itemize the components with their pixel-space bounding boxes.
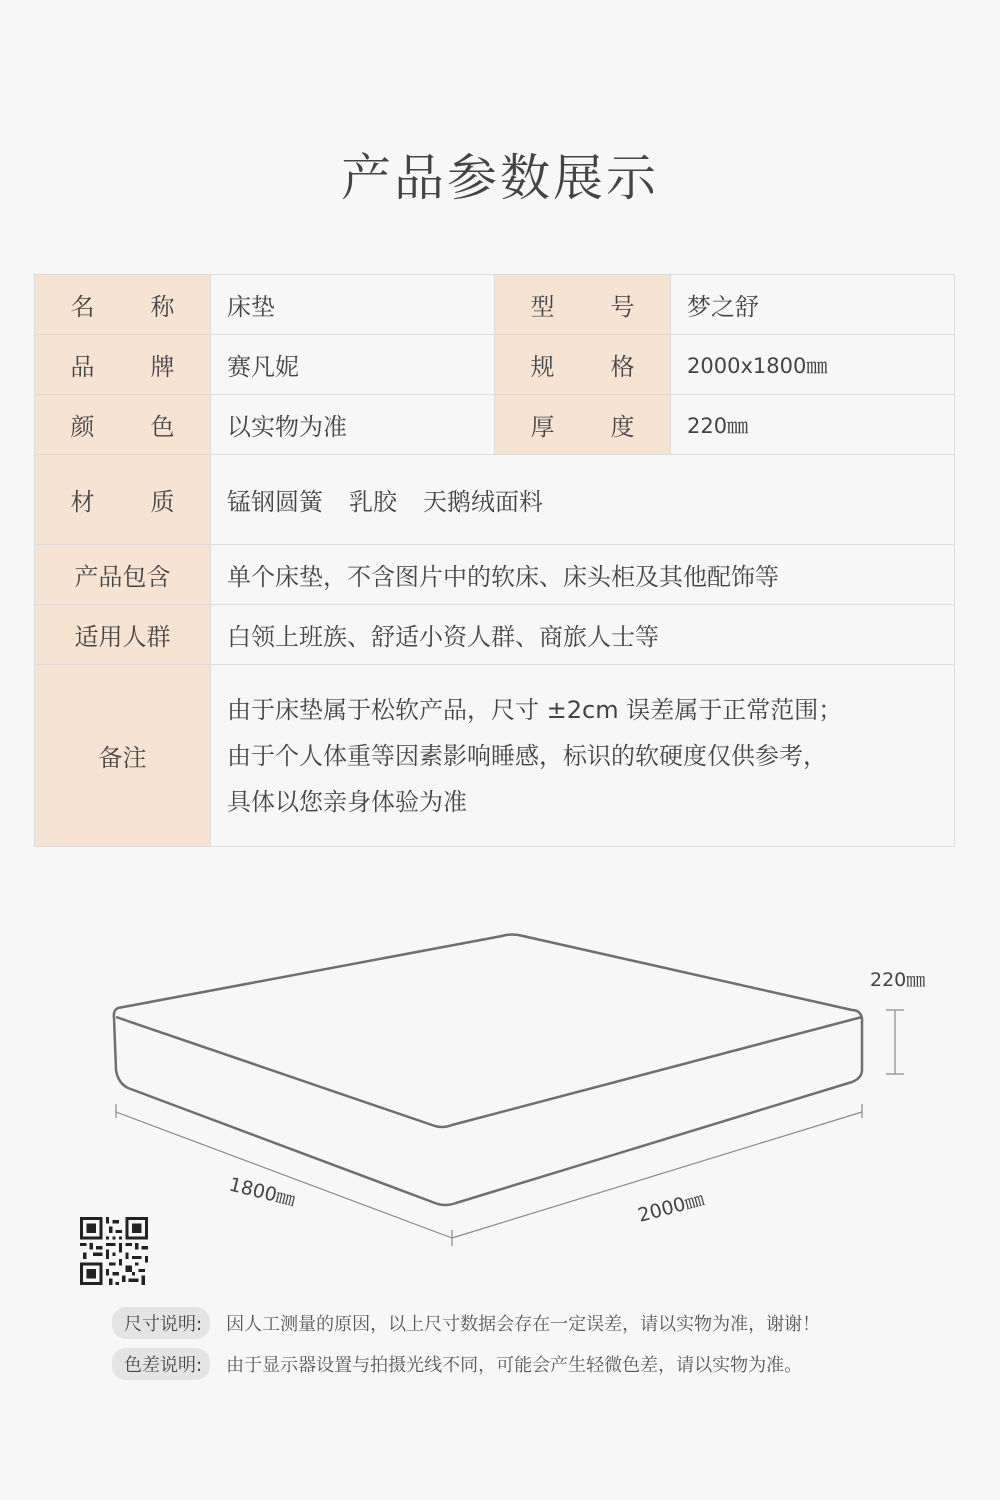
note-label: 备注: [35, 665, 211, 847]
thickness-label: 厚度: [530, 413, 635, 441]
material-value: [211, 455, 955, 545]
table-row: [35, 455, 955, 545]
audience-label: 适用人群: [35, 605, 211, 665]
spec-value: 2000x1800㎜: [671, 335, 955, 395]
spec-label: 规格: [530, 353, 635, 381]
footnotes: [112, 1306, 820, 1388]
package-label: 产品包含: [35, 545, 211, 605]
name-value: 床垫: [211, 275, 495, 335]
model-label: 型号: [530, 293, 635, 321]
height-label: 220㎜: [870, 969, 926, 991]
table-row: [35, 665, 955, 847]
brand-value: 赛凡妮: [211, 335, 495, 395]
footnote-tag: 色差说明:: [112, 1348, 210, 1380]
footnote-tag: 尺寸说明:: [112, 1307, 210, 1339]
note-line: 具体以您亲身体验为准: [227, 787, 467, 816]
material-item: 乳胶: [349, 488, 397, 516]
thickness-value: 220㎜: [671, 395, 955, 455]
qr-code: [80, 1217, 148, 1285]
color-label: 颜色: [70, 413, 175, 441]
footnote-text: 由于显示器设置与拍摄光线不同，可能会产生轻微色差，请以实物为准。: [226, 1355, 803, 1376]
note-line: 由于个人体重等因素影响睡感，标识的软硬度仅供参考，: [227, 741, 827, 770]
audience-value: 白领上班族、舒适小资人群、商旅人士等: [211, 605, 955, 665]
page-title: 产品参数展示: [341, 149, 659, 207]
mattress-diagram: [0, 920, 1000, 1300]
model-value: 梦之舒: [671, 275, 955, 335]
mattress-outline: [114, 935, 862, 1206]
width-dimension-line: [116, 1112, 452, 1238]
table-row: [35, 605, 955, 665]
spec-table: [34, 274, 955, 847]
material-item: 锰钢圆簧: [227, 488, 323, 516]
footnote-color: [112, 1347, 820, 1381]
footnote-size: [112, 1306, 820, 1340]
package-value: 单个床垫，不含图片中的软床、床头柜及其他配饰等: [211, 545, 955, 605]
length-label: 2000㎜: [635, 1188, 707, 1227]
table-row: [35, 545, 955, 605]
table-row: [35, 335, 955, 395]
name-label: 名称: [70, 293, 175, 321]
width-label: 1800㎜: [226, 1173, 298, 1212]
material-label: 材质: [70, 488, 175, 516]
color-value: 以实物为准: [211, 395, 495, 455]
footnote-text: 因人工测量的原因，以上尺寸数据会存在一定误差，请以实物为准，谢谢！: [226, 1314, 821, 1335]
material-item: 天鹅绒面料: [423, 488, 543, 516]
table-row: [35, 395, 955, 455]
table-row: [35, 275, 955, 335]
brand-label: 品牌: [70, 353, 175, 381]
mattress-edge: [116, 1017, 862, 1127]
note-line: 由于床垫属于松软产品，尺寸 ±2cm 误差属于正常范围；: [227, 695, 843, 724]
note-value: [211, 665, 955, 847]
